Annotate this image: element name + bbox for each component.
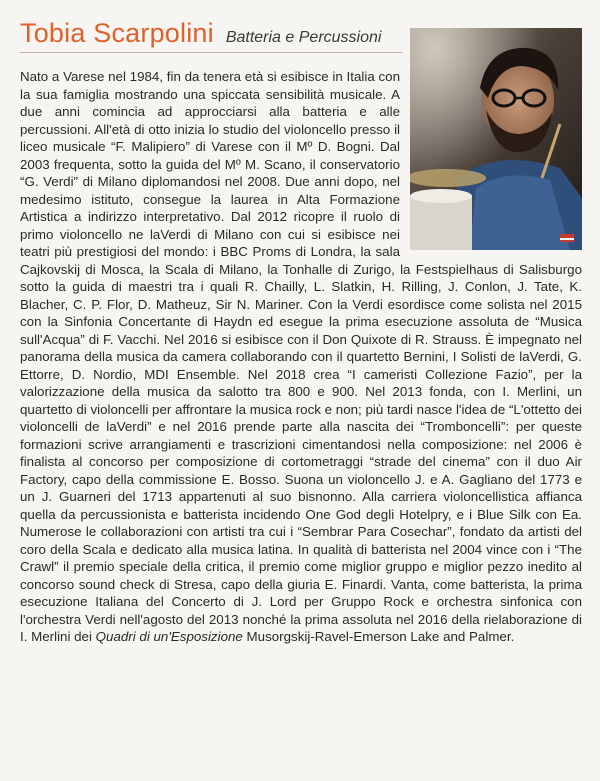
- header: [20, 18, 402, 53]
- biography-text: [20, 68, 582, 646]
- bio-work-title: Quadri di un'Esposizione: [95, 629, 243, 644]
- artist-role: Batteria e Percussioni: [225, 29, 382, 46]
- bio-part-2: Musorgskij-Ravel-Emerson Lake and Palmer.: [242, 629, 515, 644]
- photo-spacer: [400, 68, 582, 260]
- bio-part-1: Nato a Varese nel 1984, fin da tenera età si esibisce in Italia con la sua famiglia mostrando una spiccata sensibilità musicale. A due anni comincia ad approcciarsi alla batteria e alle percussioni. All'età di otto inizia lo studio del violoncello presso il liceo musicale “F. Malipiero” di Varese con il Mº D. Bogni. Dal 2003 frequenta, sotto la guida del Mº M. Scano, il conservatorio “G. Verdi” di Milano diplomandosi nel 2008. Due anni dopo, nel medesimo istituto, consegue la laurea in Alta Formazione Artistica a indirizzo interpretativo. Dal 2012 ricopre il ruolo di primo violoncello ne laVerdi di Milano con cui si esibisce nei teatri più prestigiosi del mondo: i BBC Proms di Londra, la sala Cajkovskij di Mosca, la Scala di Milano, la Tonhalle di Zurigo, la Festspielhaus di Salisburgo sotto la guida di maestri tra i quali R. Chailly, L. Slatkin, H. Rilling, J. Conlon, J. Tate, K. Blacher, C. P. Flor, D. Matheuz, Sir N. Mariner. Con la Verdi esordisce come solista nel 2015 con la Sinfonia Concertante di Haydn ed esegue la prima esecuzione assoluta de “Musica sull'Acqua” di F. Vacchi. Nel 2016 si esibisce con il Don Quixote di R. Strauss. È impegnato nel panorama della musica da camera collaborando con il quartetto Bernini, I Solisti de laVerdi, G. Ettorre, D. Nordio, MDI Ensemble. Nel 2018 crea “I cameristi Collezione Fazio”, per la valorizzazione della musica da salotto tra 800 e 900. Nel 2013 fonda, con I. Merlini, un quartetto di violoncelli per affrontare la musica rock e non; più tardi nasce l'idea de “L'ottetto dei violoncelli de laVerdi” e nel 2016 prende parte alla nascita dei “Tromboncelli”: per queste formazioni scrive arrangiamenti e trascrizioni cimentandosi nella composizione: nel 2006 è finalista al concorso per composizione di cortometraggi “strade del cinema” con il duo Air Factory, capo della commissione E. Bosso. Suona un violoncello J. e A. Gagliano del 1773 e un J. Guarneri del 1713 appartenuti al suo bisnonno. Alla carriera violoncellistica affianca quella da percussionista e batterista incidendo One God degli Hotelpry, e i Blue Silk con Ea. Numerose le collaborazioni con artisti tra cui i “Sembrar Para Cosechar”, fondato da artisti del coro della Scala e dedicato alla musica latina. In qualità di batterista nel 2004 vince con i “The Crawl” il premio speciale della critica, il premio come miglior gruppo e miglior pezzo inedito al concorso sound check di Stresa, capo della giuria E. Finardi. Vanta, come batterista, la prima esecuzione Italiana del Concerto di J. Lord per Gruppo Rock e orchestra sinfonica con l'orchestra Verdi nell'agosto del 2013 nonché la prima assoluta nel 2016 della rielaborazione di I. Merlini dei: [20, 69, 582, 644]
- artist-name: Tobia Scarpolini: [20, 18, 214, 48]
